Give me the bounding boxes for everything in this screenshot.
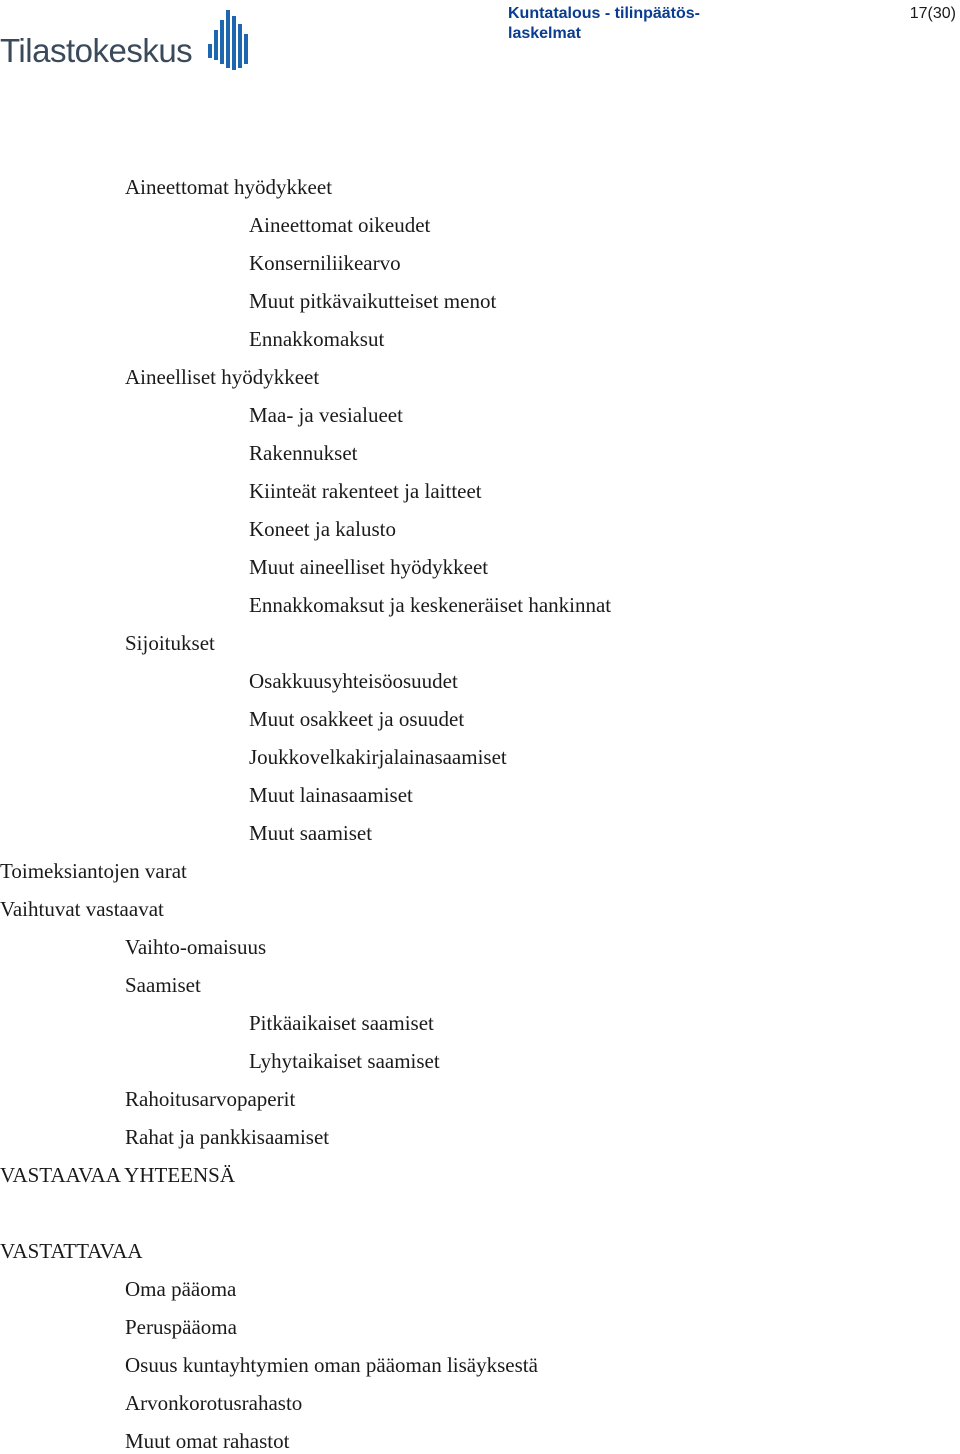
balance-sheet-line: Lyhytaikaiset saamiset xyxy=(249,1049,440,1073)
balance-sheet-line: Oma pääoma xyxy=(125,1277,237,1301)
balance-sheet-line: Joukkovelkakirjalainasaamiset xyxy=(249,745,507,769)
balance-sheet-line: Ennakkomaksut xyxy=(249,327,385,351)
statistics-finland-logo xyxy=(0,4,250,72)
balance-sheet-line: Sijoitukset xyxy=(125,631,215,655)
balance-sheet-line: Muut osakkeet ja osuudet xyxy=(249,707,465,731)
balance-sheet-line: Peruspääoma xyxy=(125,1315,237,1339)
balance-sheet-line: Muut omat rahastot xyxy=(125,1429,290,1453)
balance-sheet-line: Vaihto-omaisuus xyxy=(125,935,267,959)
balance-sheet-line: Rakennukset xyxy=(249,441,358,465)
balance-sheet-line: Rahoitusarvopaperit xyxy=(125,1087,296,1111)
balance-sheet-line: Osuus kuntayhtymien oman pääoman lisäyksestä xyxy=(125,1353,538,1377)
bar-chart-logo-icon xyxy=(208,4,250,70)
balance-sheet-line: Muut saamiset xyxy=(249,821,373,845)
balance-sheet-line: Pitkäaikaiset saamiset xyxy=(249,1011,434,1035)
balance-sheet-line: Rahat ja pankkisaamiset xyxy=(125,1125,330,1149)
logo-wordmark: Tilastokeskus xyxy=(0,32,193,69)
balance-sheet-line: Muut aineelliset hyödykkeet xyxy=(249,555,489,579)
document-title: Kuntatalous - tilinpäätös-laskelmat xyxy=(508,5,700,42)
page-number: 17(30) xyxy=(909,5,956,22)
balance-sheet-line: VASTAAVAA YHTEENSÄ xyxy=(0,1163,235,1187)
balance-sheet-line: Koneet ja kalusto xyxy=(249,517,396,541)
balance-sheet-line: Kiinteät rakenteet ja laitteet xyxy=(249,479,482,503)
balance-sheet-line: Muut lainasaamiset xyxy=(249,783,413,807)
balance-sheet-line: Toimeksiantojen varat xyxy=(0,859,187,883)
balance-sheet-line: Aineelliset hyödykkeet xyxy=(125,365,320,389)
balance-sheet-line: Konserniliikearvo xyxy=(249,251,401,275)
balance-sheet-line: Osakkuusyhteisöosuudet xyxy=(249,669,458,693)
balance-sheet-line: Ennakkomaksut ja keskeneräiset hankinnat xyxy=(249,593,612,617)
balance-sheet-line: Muut pitkävaikutteiset menot xyxy=(249,289,497,313)
balance-sheet-line: Vaihtuvat vastaavat xyxy=(0,897,164,921)
balance-sheet-line: Maa- ja vesialueet xyxy=(249,403,403,427)
balance-sheet-line: VASTATTAVAA xyxy=(0,1239,143,1263)
balance-sheet-line: Aineettomat hyödykkeet xyxy=(125,175,333,199)
balance-sheet-line: Arvonkorotusrahasto xyxy=(125,1391,303,1415)
balance-sheet-line: Aineettomat oikeudet xyxy=(249,213,431,237)
balance-sheet-line: Saamiset xyxy=(125,973,201,997)
